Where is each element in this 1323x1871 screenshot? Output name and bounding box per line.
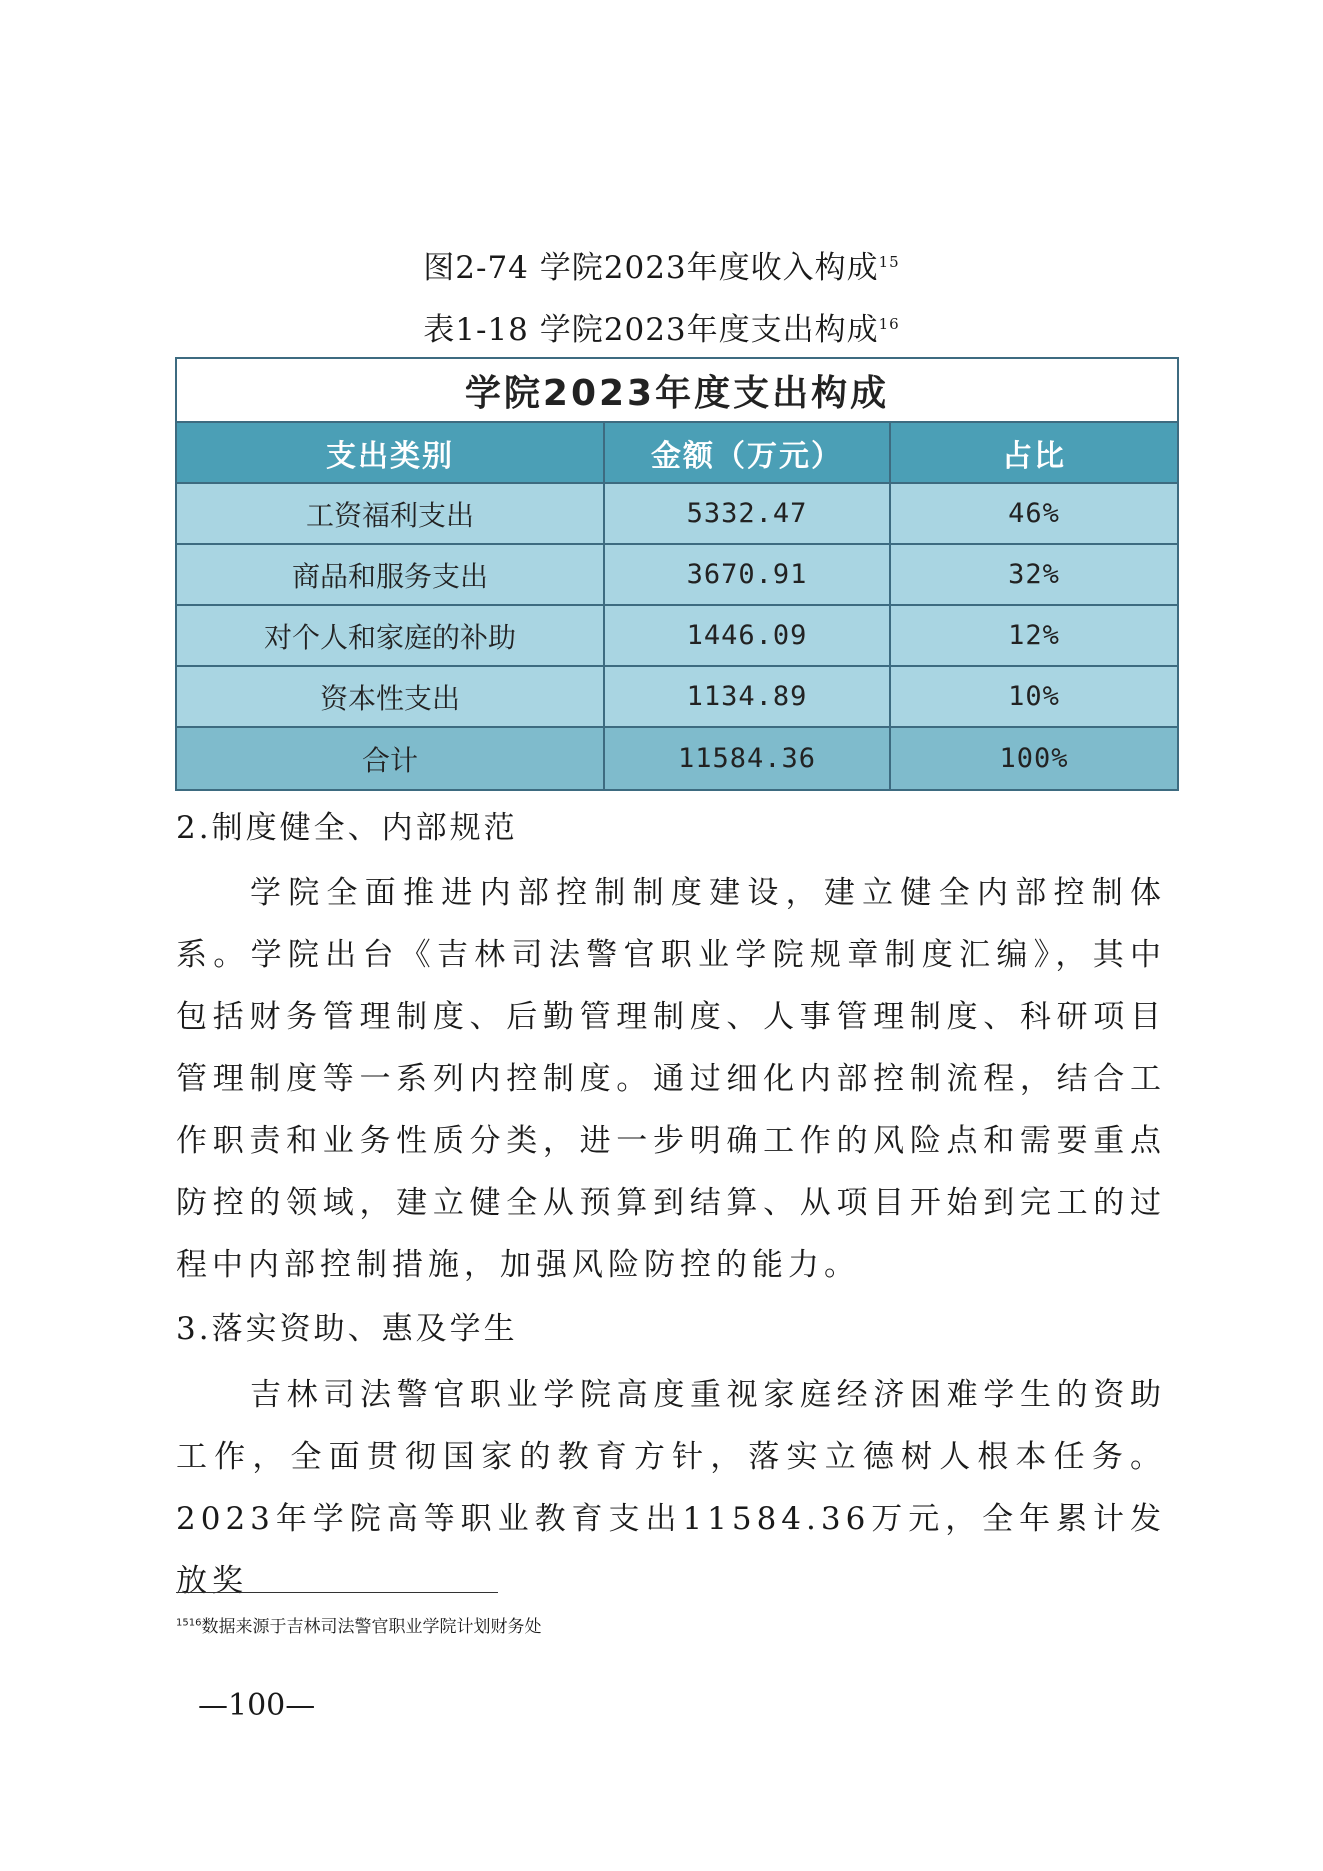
- table-row: [177, 545, 1177, 606]
- table-title: 学院2023年度支出构成: [177, 359, 1177, 423]
- figure-caption: 图2-74 学院2023年度收入构成$^{15}$: [423, 250, 900, 286]
- amount-cell: 1446.09: [605, 606, 891, 665]
- table-total-row: [177, 728, 1177, 789]
- header-cell: 支出类别: [177, 423, 605, 482]
- amount-cell: 3670.91: [605, 545, 891, 604]
- section-heading: 3.落实资助、惠及学生: [176, 1311, 518, 1347]
- total-label-cell: 合计: [177, 728, 605, 789]
- table-row: [177, 606, 1177, 667]
- category-cell: 工资福利支出: [177, 484, 605, 543]
- category-cell: 对个人和家庭的补助: [177, 606, 605, 665]
- total-amount-cell: 11584.36: [605, 728, 891, 789]
- expenditure-table: [175, 357, 1179, 791]
- total-share-cell: 100%: [891, 728, 1177, 789]
- header-cell: 占比: [891, 423, 1177, 482]
- footnote-ref: 16: [878, 315, 900, 333]
- section-heading: 2.制度健全、内部规范: [176, 810, 518, 846]
- amount-cell: 5332.47: [605, 484, 891, 543]
- table-row: [177, 484, 1177, 545]
- share-cell: 12%: [891, 606, 1177, 665]
- category-cell: 商品和服务支出: [177, 545, 605, 604]
- table-header-row: [177, 423, 1177, 484]
- footnote-divider: [176, 1592, 498, 1593]
- header-cell: 金额（万元）: [605, 423, 891, 482]
- amount-cell: 1134.89: [605, 667, 891, 726]
- share-cell: 10%: [891, 667, 1177, 726]
- body-paragraph: 吉林司法警官职业学院高度重视家庭经济困难学生的资助工作，全面贯彻国家的教育方针，落实立德树人根本任务。2023年学院高等职业教育支出11584.36万元，全年累计发放奖: [176, 1377, 1166, 1599]
- table-row: [177, 667, 1177, 728]
- share-cell: 46%: [891, 484, 1177, 543]
- share-cell: 32%: [891, 545, 1177, 604]
- page-number: —100—: [198, 1688, 316, 1723]
- table-caption: 表1-18 学院2023年度支出构成$^{16}$: [423, 312, 900, 348]
- body-paragraph: 学院全面推进内部控制制度建设，建立健全内部控制体系。学院出台《吉林司法警官职业学院规章制度汇编》，其中包括财务管理制度、后勤管理制度、人事管理制度、科研项目管理制度等一系列内控制度。通过细化内部控制流程，结合工作职责和业务性质分类，进一步明确工作的风险点和需要重点防控的领域，建立健全从预算到结算、从项目开始到完工的过程中内部控制措施，加强风险防控的能力。: [176, 875, 1166, 1283]
- category-cell: 资本性支出: [177, 667, 605, 726]
- footnote-ref: 15: [878, 253, 900, 271]
- footnote: $^{1516}$数据来源于吉林司法警官职业学院计划财务处: [176, 1617, 542, 1637]
- footnote-marker: 1516: [176, 1617, 202, 1629]
